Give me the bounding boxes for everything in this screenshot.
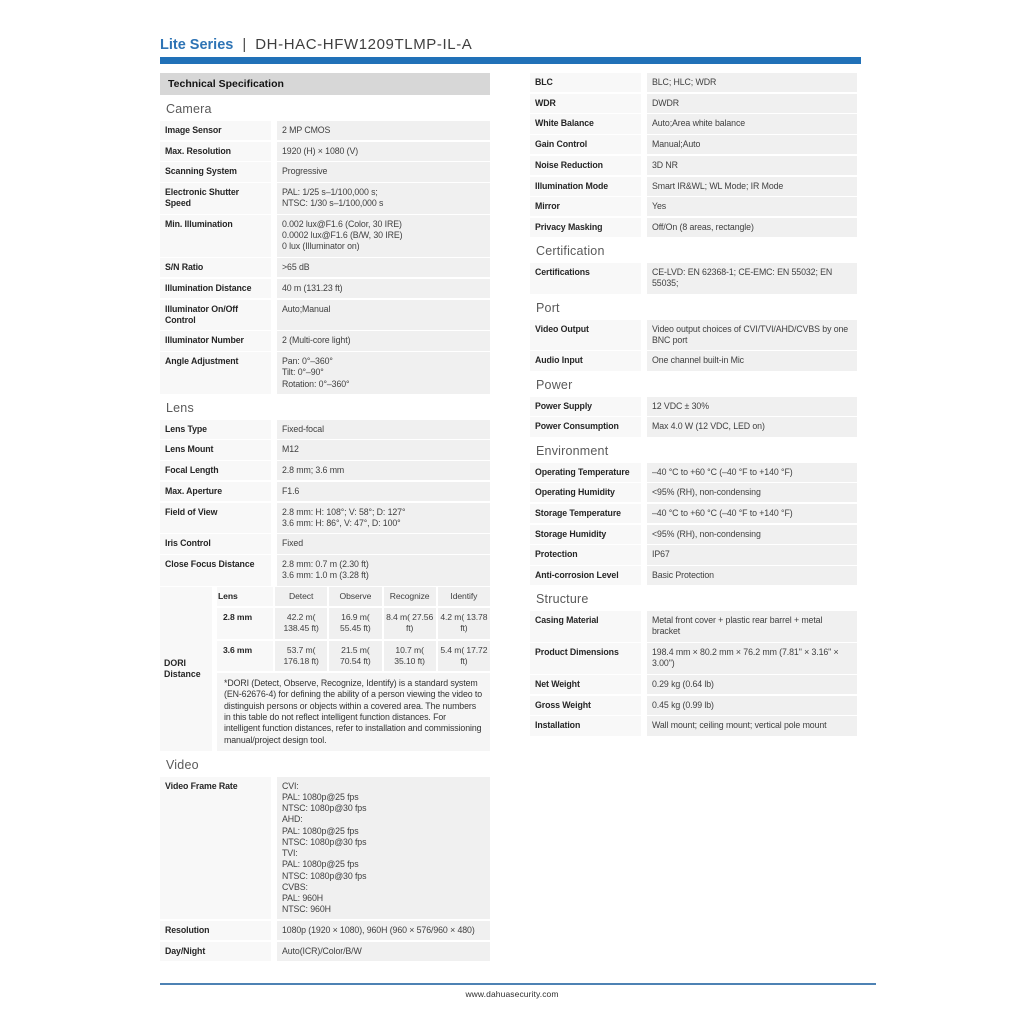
row-value [277, 555, 490, 585]
dori-header-cell: Lens [217, 587, 273, 606]
spec-row [530, 320, 857, 350]
spec-row [160, 534, 490, 553]
section-title-power: Power [536, 377, 573, 392]
row-value [647, 351, 857, 370]
row-value [647, 135, 857, 154]
row-value [647, 94, 857, 113]
value-line: Pan: 0°–360° [282, 356, 333, 367]
accent-bar [160, 57, 861, 64]
spec-row [530, 135, 857, 154]
spec-row [530, 566, 857, 585]
row-value [647, 114, 857, 133]
value-line: <95% (RH), non-condensing [652, 487, 761, 498]
value-line: PAL: 1/25 s–1/100,000 s; [282, 187, 378, 198]
row-value [277, 162, 490, 181]
value-line: 1080p (1920 × 1080), 960H (960 × 576/960 × 480) [282, 924, 475, 935]
row-value [647, 716, 857, 735]
value-line: ( 138.45 ft) [283, 612, 319, 634]
row-label: Resolution [160, 921, 271, 940]
value-line: Auto;Area white balance [652, 118, 746, 129]
row-label: Day/Night [160, 942, 271, 961]
row-value [647, 611, 857, 641]
title-separator: | [242, 36, 247, 53]
dori-data-row [217, 641, 490, 671]
row-label: BLC [530, 73, 641, 92]
value-line: ( 35.10 ft) [394, 644, 425, 666]
value-line: Smart IR&WL; WL Mode; IR Mode [652, 180, 784, 191]
section-title-environment: Environment [536, 443, 609, 458]
row-value [277, 777, 490, 919]
value-line: 3.6 mm: 1.0 m (3.28 ft) [282, 570, 369, 581]
value-line: Auto;Manual [282, 303, 331, 314]
spec-row [530, 643, 857, 673]
spec-row [530, 197, 857, 216]
row-label: Angle Adjustment [160, 352, 271, 394]
row-value [277, 921, 490, 940]
value-line: NTSC: 1080p@30 fps [282, 836, 367, 847]
spec-row [530, 156, 857, 175]
row-value [277, 440, 490, 459]
row-value [277, 461, 490, 480]
spec-row [530, 94, 857, 113]
value-line: One channel built-in Mic [652, 355, 744, 366]
section-title-structure: Structure [536, 592, 589, 607]
row-label: Mirror [530, 197, 641, 216]
doc-header [160, 36, 861, 64]
section-title-certification: Certification [536, 244, 605, 259]
value-line: >65 dB [282, 262, 310, 273]
row-label: Lens Mount [160, 440, 271, 459]
value-line: Progressive [282, 166, 328, 177]
value-line: NTSC: 1080p@30 fps [282, 803, 367, 814]
row-value [647, 566, 857, 585]
value-line: 8.4 m [386, 612, 408, 623]
spec-row [530, 218, 857, 237]
row-label: Privacy Masking [530, 218, 641, 237]
value-line: –40 °C to +60 °C (–40 °F to +140 °F) [652, 466, 793, 477]
value-line: Fixed-focal [282, 423, 324, 434]
row-value [647, 483, 857, 502]
row-value [647, 218, 857, 237]
row-value [647, 545, 857, 564]
spec-row [160, 503, 490, 533]
row-label: Image Sensor [160, 121, 271, 140]
row-value [277, 215, 490, 257]
row-value [277, 420, 490, 439]
model-number: DH-HAC-HFW1209TLMP-IL-A [255, 36, 473, 53]
value-line: Metal front cover + plastic rear barrel + metal bracket [652, 615, 823, 637]
value-line: –40 °C to +60 °C (–40 °F to +140 °F) [652, 507, 793, 518]
dori-value-cell [384, 608, 436, 638]
row-label: Illuminator On/Off Control [160, 300, 271, 330]
value-line: Yes [652, 201, 667, 212]
spec-row [160, 555, 490, 585]
dori-value-cell [329, 608, 381, 638]
row-value [277, 279, 490, 298]
row-label: Max. Aperture [160, 482, 271, 501]
dori-header-cell: Identify [438, 587, 490, 606]
row-label: Storage Temperature [530, 504, 641, 523]
dori-row-label: DORI Distance [160, 587, 212, 751]
row-value [277, 352, 490, 394]
value-line: AHD: [282, 814, 303, 825]
spec-row [530, 177, 857, 196]
value-line: 0.45 kg (0.99 lb) [652, 699, 714, 710]
spec-row [530, 463, 857, 482]
spec-row [160, 777, 490, 919]
spec-row [530, 417, 857, 436]
footer-divider [160, 983, 876, 985]
footer-url: www.dahuasecurity.com [465, 988, 559, 999]
value-line: ( 13.78 ft) [460, 612, 488, 634]
value-line: Manual;Auto [652, 139, 701, 150]
value-line: ( 70.54 ft) [340, 644, 371, 666]
value-line: 3.6 mm: H: 86°, V: 47°, D: 100° [282, 517, 401, 528]
dori-value-cell [329, 641, 381, 671]
row-value [647, 525, 857, 544]
row-label: Product Dimensions [530, 643, 641, 673]
row-label: Video Frame Rate [160, 777, 271, 919]
value-line: 2.8 mm; 3.6 mm [282, 465, 345, 476]
spec-row [530, 263, 857, 293]
row-value [647, 263, 857, 293]
row-value [277, 142, 490, 161]
value-line: 3D NR [652, 159, 678, 170]
row-value [647, 696, 857, 715]
row-label: Min. Illumination [160, 215, 271, 257]
value-line: 21.5 m [341, 644, 367, 655]
row-label: Gross Weight [530, 696, 641, 715]
row-value [277, 331, 490, 350]
value-line: 16.9 m [341, 612, 367, 623]
value-line: CE-LVD: EN 62368-1; CE-EMC: EN 55032; EN 55035; [652, 267, 833, 289]
row-label: Illumination Distance [160, 279, 271, 298]
row-label: Power Supply [530, 397, 641, 416]
row-value [647, 177, 857, 196]
spec-row [530, 351, 857, 370]
dori-data-row [217, 608, 490, 638]
dori-lens-cell: 2.8 mm [217, 608, 273, 638]
value-line: Fixed [282, 538, 304, 549]
row-label: Protection [530, 545, 641, 564]
row-label: Video Output [530, 320, 641, 350]
dori-header-row [217, 587, 490, 606]
spec-row [160, 942, 490, 961]
row-label: Electronic Shutter Speed [160, 183, 271, 213]
value-line: 198.4 mm × 80.2 mm × 76.2 mm (7.81" × 3.16" × 3.00") [652, 647, 839, 669]
row-value [277, 942, 490, 961]
section-title-lens: Lens [166, 400, 194, 415]
value-line: 4.2 m [440, 612, 462, 623]
value-line: <95% (RH), non-condensing [652, 528, 761, 539]
value-line: 1920 (H) × 1080 (V) [282, 145, 359, 156]
row-label: Iris Control [160, 534, 271, 553]
value-line: M12 [282, 444, 299, 455]
dori-value-cell [275, 608, 327, 638]
row-label: Storage Humidity [530, 525, 641, 544]
value-line: 2.8 mm: H: 108°; V: 58°; D: 127° [282, 506, 406, 517]
row-value [277, 300, 490, 330]
value-line: TVI: [282, 848, 298, 859]
dori-value-cell [438, 641, 490, 671]
value-line: 40 m (131.23 ft) [282, 282, 343, 293]
row-label: Certifications [530, 263, 641, 293]
value-line: 0.29 kg (0.64 lb) [652, 679, 714, 690]
dori-value-cell [275, 641, 327, 671]
row-label: Scanning System [160, 162, 271, 181]
spec-column-left [160, 73, 490, 962]
row-label: Field of View [160, 503, 271, 533]
value-line: IP67 [652, 549, 670, 560]
spec-row [530, 73, 857, 92]
row-label: Illumination Mode [530, 177, 641, 196]
row-value [277, 503, 490, 533]
row-value [277, 482, 490, 501]
value-line: 42.2 m [286, 612, 313, 623]
dori-header-cell: Observe [329, 587, 381, 606]
row-value [647, 675, 857, 694]
value-line: DWDR [652, 97, 679, 108]
row-label: Installation [530, 716, 641, 735]
dori-value-cell [384, 641, 436, 671]
technical-specification-header: Technical Specification [160, 73, 490, 95]
row-value [647, 197, 857, 216]
value-line: Max 4.0 W (12 VDC, LED on) [652, 421, 765, 432]
row-label: S/N Ratio [160, 258, 271, 277]
spec-row [160, 258, 490, 277]
row-value [647, 156, 857, 175]
row-label: WDR [530, 94, 641, 113]
row-value [277, 534, 490, 553]
row-label: Power Consumption [530, 417, 641, 436]
spec-row [530, 397, 857, 416]
row-label: Lens Type [160, 420, 271, 439]
value-line: NTSC: 960H [282, 904, 331, 915]
value-line: Basic Protection [652, 570, 714, 581]
value-line: 2.8 mm: 0.7 m (2.30 ft) [282, 559, 369, 570]
row-label: Gain Control [530, 135, 641, 154]
row-value [647, 643, 857, 673]
value-line: NTSC: 1080p@30 fps [282, 870, 367, 881]
value-line: 2 (Multi-core light) [282, 335, 351, 346]
dori-table [160, 587, 490, 751]
value-line: ( 176.18 ft) [283, 644, 319, 666]
value-line: 5.4 m [440, 644, 462, 655]
spec-row [160, 162, 490, 181]
value-line: Video output choices of CVI/TVI/AHD/CVBS by one BNC port [652, 323, 849, 345]
section-title-video: Video [166, 757, 199, 772]
dori-note: *DORI (Detect, Observe, Recognize, Identify) is a standard system (EN-62676-4) for defining the ability of a person viewing the video to distinguish persons or objects within a covered area. The numbers in this table do not reflect intelligent function distances. For intelligent function distances, refer to installation and commissioning manual/project design tool. [217, 673, 490, 751]
value-line: CVI: [282, 780, 299, 791]
value-line: CVBS: [282, 881, 308, 892]
spec-row [530, 525, 857, 544]
dori-grid [217, 587, 490, 751]
spec-row [160, 300, 490, 330]
spec-row [530, 611, 857, 641]
value-line: ( 55.45 ft) [340, 612, 371, 634]
value-line: 10.7 m [395, 644, 422, 655]
value-line: Rotation: 0°–360° [282, 378, 350, 389]
row-label: White Balance [530, 114, 641, 133]
row-label: Noise Reduction [530, 156, 641, 175]
value-line: Off/On (8 areas, rectangle) [652, 221, 754, 232]
row-value [647, 397, 857, 416]
spec-row [160, 183, 490, 213]
row-value [647, 417, 857, 436]
row-label: Operating Temperature [530, 463, 641, 482]
spec-row [160, 482, 490, 501]
value-line: PAL: 1080p@25 fps [282, 859, 359, 870]
spec-row [160, 215, 490, 257]
row-label: Illuminator Number [160, 331, 271, 350]
row-label: Audio Input [530, 351, 641, 370]
value-line: 12 VDC ± 30% [652, 400, 709, 411]
row-value [647, 320, 857, 350]
row-value [647, 73, 857, 92]
dori-header-cell: Recognize [384, 587, 436, 606]
row-label: Max. Resolution [160, 142, 271, 161]
row-value [277, 258, 490, 277]
value-line: BLC; HLC; WDR [652, 77, 717, 87]
value-line: ( 27.56 ft) [405, 612, 434, 634]
row-value [647, 463, 857, 482]
spec-row [160, 921, 490, 940]
value-line: PAL: 1080p@25 fps [282, 792, 359, 803]
row-value [647, 504, 857, 523]
spec-row [160, 461, 490, 480]
row-label: Anti-corrosion Level [530, 566, 641, 585]
value-line: Tilt: 0°–90° [282, 367, 324, 378]
spec-row [530, 696, 857, 715]
row-label: Net Weight [530, 675, 641, 694]
spec-row [530, 675, 857, 694]
spec-column-right [530, 73, 857, 737]
spec-row [160, 279, 490, 298]
value-line: Wall mount; ceiling mount; vertical pole mount [652, 720, 827, 731]
dori-value-cell [438, 608, 490, 638]
row-label: Operating Humidity [530, 483, 641, 502]
value-line: PAL: 960H [282, 892, 323, 903]
series-label: Lite Series [160, 37, 234, 53]
value-line: Auto(ICR)/Color/B/W [282, 945, 362, 956]
dori-lens-cell: 3.6 mm [217, 641, 273, 671]
spec-row [530, 545, 857, 564]
row-label: Casing Material [530, 611, 641, 641]
value-line: 0 lux (Illuminator on) [282, 241, 360, 252]
spec-row [160, 121, 490, 140]
row-value [277, 183, 490, 213]
spec-row [160, 331, 490, 350]
spec-row [530, 504, 857, 523]
spec-row [160, 420, 490, 439]
value-line: ( 17.72 ft) [460, 644, 488, 666]
value-line: 0.0002 lux@F1.6 (B/W, 30 IRE) [282, 230, 403, 241]
value-line: 0.002 lux@F1.6 (Color, 30 IRE) [282, 219, 402, 230]
value-line: 2 MP CMOS [282, 125, 331, 135]
value-line: PAL: 1080p@25 fps [282, 825, 359, 836]
spec-row [530, 114, 857, 133]
doc-footer [0, 983, 1024, 999]
spec-row [160, 352, 490, 394]
page-title [160, 36, 861, 53]
row-value [277, 121, 490, 140]
spec-row [530, 716, 857, 735]
spec-row [530, 483, 857, 502]
value-line: 53.7 m [286, 644, 313, 655]
spec-row [160, 142, 490, 161]
row-label: Close Focus Distance [160, 555, 271, 585]
value-line: F1.6 [282, 485, 300, 496]
value-line: NTSC: 1/30 s–1/100,000 s [282, 198, 384, 209]
dori-header-cell: Detect [275, 587, 327, 606]
section-title-camera: Camera [166, 102, 212, 116]
row-label: Focal Length [160, 461, 271, 480]
section-title-port: Port [536, 300, 560, 315]
spec-row [160, 440, 490, 459]
